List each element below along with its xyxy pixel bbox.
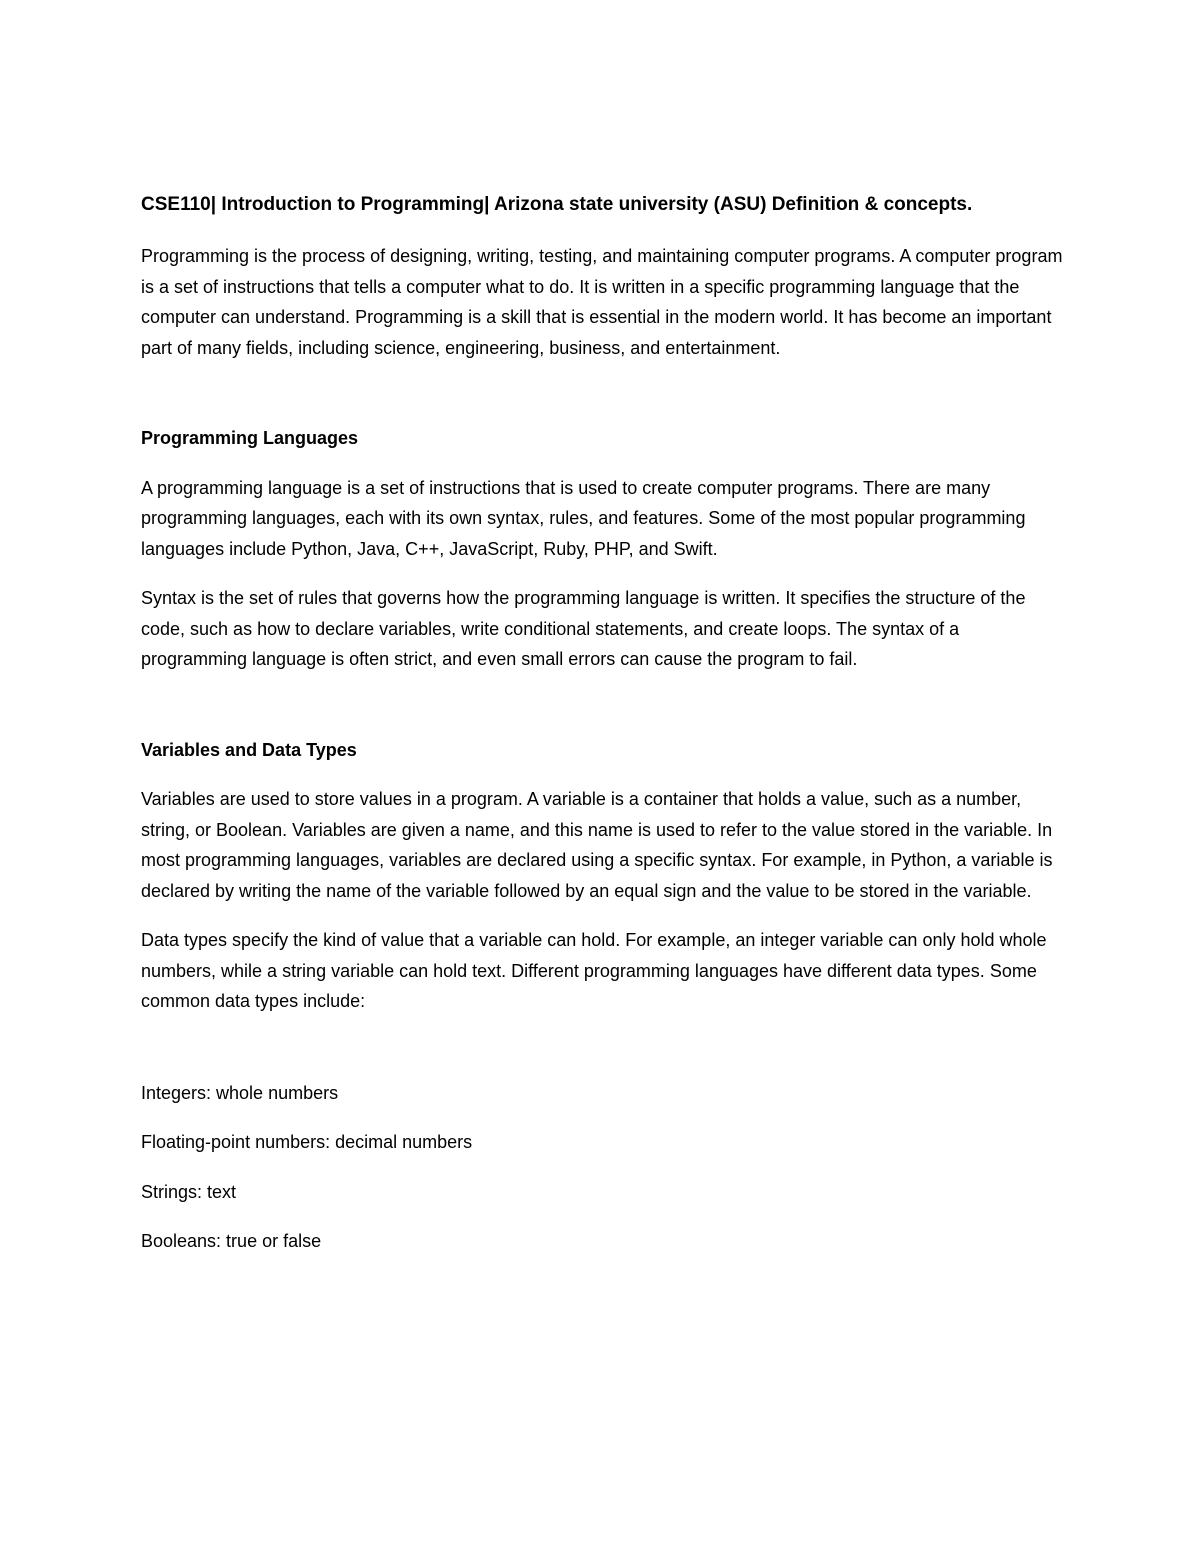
section-heading-variables-data-types: Variables and Data Types <box>141 739 357 760</box>
paragraph-variables: Variables are used to store values in a program. A variable is a container that holds a value, such as a number, string, or Boolean. Variables are given a name, and this name is used to refer to the value stored in the variable. In most programming languages, variables are declared using a specific syntax. For example, in Python, a variable is declared by writing the name of the variable followed by an equal sign and the value to be stored in the variable. <box>141 789 1053 901</box>
list-item-booleans: Booleans: true or false <box>141 1231 322 1251</box>
section-heading-programming-languages: Programming Languages <box>141 428 359 448</box>
document-body <box>141 190 1066 1276</box>
paragraph-syntax: Syntax is the set of rules that governs how the programming language is written. It specifies the structure of the code, such as how to declare variables, write conditional statements, and create loops. The syntax of a programming language is often strict, and even small errors can cause the program to fail. <box>141 588 1026 669</box>
list-item-integers: Integers: whole numbers <box>141 1082 339 1103</box>
list-item-strings: Strings: text <box>141 1181 237 1202</box>
paragraph-data-types: Data types specify the kind of value that a variable can hold. For example, an integer variable can only hold whole numbers, while a string variable can hold text. Different programming languages have different data types. Some common data types include: <box>141 930 1047 1011</box>
section-spacer <box>141 694 1066 735</box>
section-spacer <box>141 382 1066 423</box>
list-spacer <box>141 1036 1066 1078</box>
paragraph-programming-languages: A programming language is a set of instructions that is used to create computer programs. There are many programming languages, each with its own syntax, rules, and features. Some of the most popular programming languages include Python, Java, C++, JavaScript, Ruby, PHP, and Swift. <box>141 477 1026 559</box>
list-item-floating-point: Floating-point numbers: decimal numbers <box>141 1132 473 1152</box>
intro-paragraph: Programming is the process of designing, writing, testing, and maintaining computer programs. A computer program is a set of instructions that tells a computer what to do. It is written in a specific programming language that the computer can understand. Programming is a skill that is essential in the modern world. It has become an important part of many fields, including science, engineering, business, and entertainment. <box>141 246 1063 358</box>
document-title: CSE110| Introduction to Programming| Arizona state university (ASU) Definition & concepts. <box>141 194 973 215</box>
